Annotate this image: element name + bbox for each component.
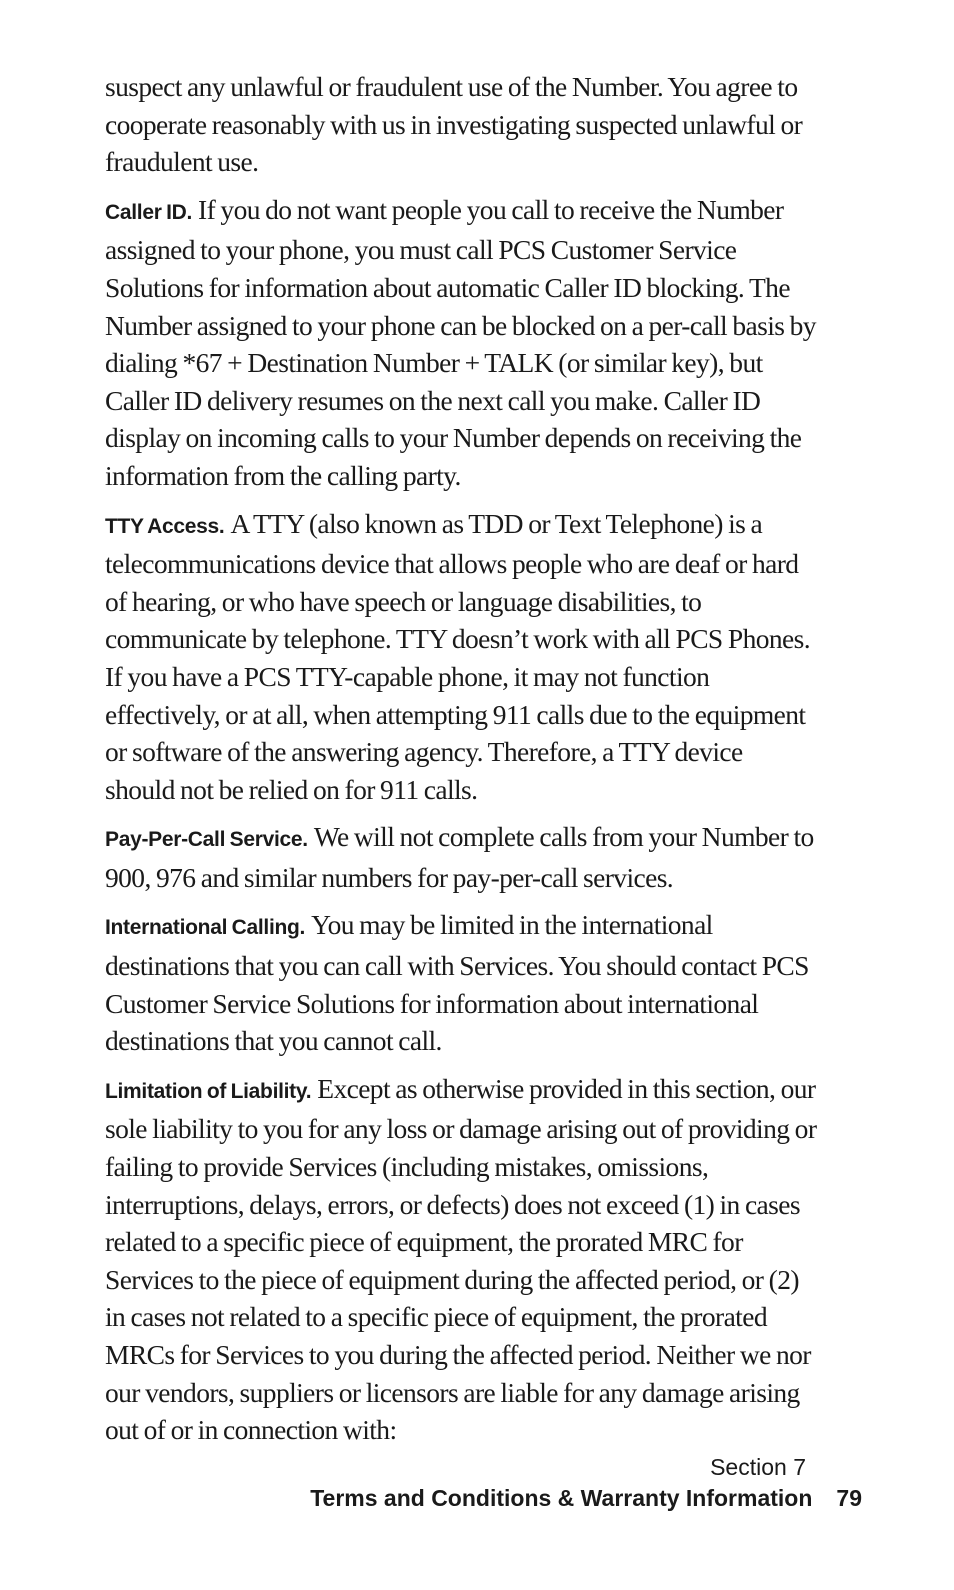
footer-title-line	[310, 1482, 862, 1514]
paragraph-heading: Pay-Per-Call Service.	[105, 828, 308, 852]
paragraph-text: A TTY (also known as TDD or Text Telephone) is a telecommunications device that allows people who are deaf or hard of hearing, or who have speech or language disabilities, to communicate by telephone. TTY doesn’t work with all PCS Phones. If you have a PCS TTY-capable phone, it may not function effectively, or at all, when attempting 911 calls due to the equipment or software of the answering agency. Therefore, a TTY device should not be relied on for 911 calls.	[105, 507, 811, 805]
paragraph-heading: Limitation of Liability.	[105, 1079, 312, 1103]
page-footer	[310, 1452, 862, 1514]
paragraph-caller-id	[105, 191, 817, 495]
paragraph-heading: TTY Access.	[105, 514, 225, 538]
paragraph-tty-access	[105, 505, 817, 809]
footer-section-label: Section 7	[710, 1454, 806, 1480]
footer-chapter-title: Terms and Conditions & Warranty Information	[310, 1485, 813, 1511]
document-body	[105, 68, 817, 1459]
paragraph-text: If you do not want people you call to receive the Number assigned to your phone, you must call PCS Customer Service Solutions for information about automatic Caller ID blocking. The Number assigned to your phone can be blocked on a per-call basis by dialing *67 + Destination Number + TALK (or similar key), but Caller ID delivery resumes on the next call you make. Caller ID display on incoming calls to your Number depends on receiving the information from the calling party.	[105, 193, 816, 491]
paragraph-heading: Caller ID.	[105, 200, 193, 224]
paragraph-text: You may be limited in the international destinations that you can call with Services. You should contact PCS Customer Service Solutions for information about international destinations that you cannot call.	[105, 909, 809, 1057]
paragraph-text: We will not complete calls from your Number to 900, 976 and similar numbers for pay-per-call services.	[105, 821, 814, 893]
paragraph-international-calling	[105, 906, 817, 1059]
paragraph-heading: International Calling.	[105, 916, 306, 940]
paragraph-limitation-of-liability	[105, 1070, 817, 1449]
page-number: 79	[836, 1485, 862, 1511]
paragraph-pay-per-call	[105, 818, 817, 896]
paragraph-text: suspect any unlawful or fraudulent use of the Number. You agree to cooperate reasonably with us in investigating suspected unlawful or fraudulent use.	[105, 71, 803, 178]
paragraph-unlawful-use	[105, 68, 817, 181]
paragraph-text: Except as otherwise provided in this section, our sole liability to you for any loss or damage arising out of providing or failing to provide Services (including mistakes, omissions, interruptions, delays, errors, or defects) does not exceed (1) in cases related to a specific piece of equipment, the prorated MRC for Services to the piece of equipment during the affected period, or (2) in cases not related to a specific piece of equipment, the prorated MRCs for Services to you during the affected period. Neither we nor our vendors, suppliers or licensors are liable for any damage arising out of or in connection with:	[105, 1072, 817, 1446]
